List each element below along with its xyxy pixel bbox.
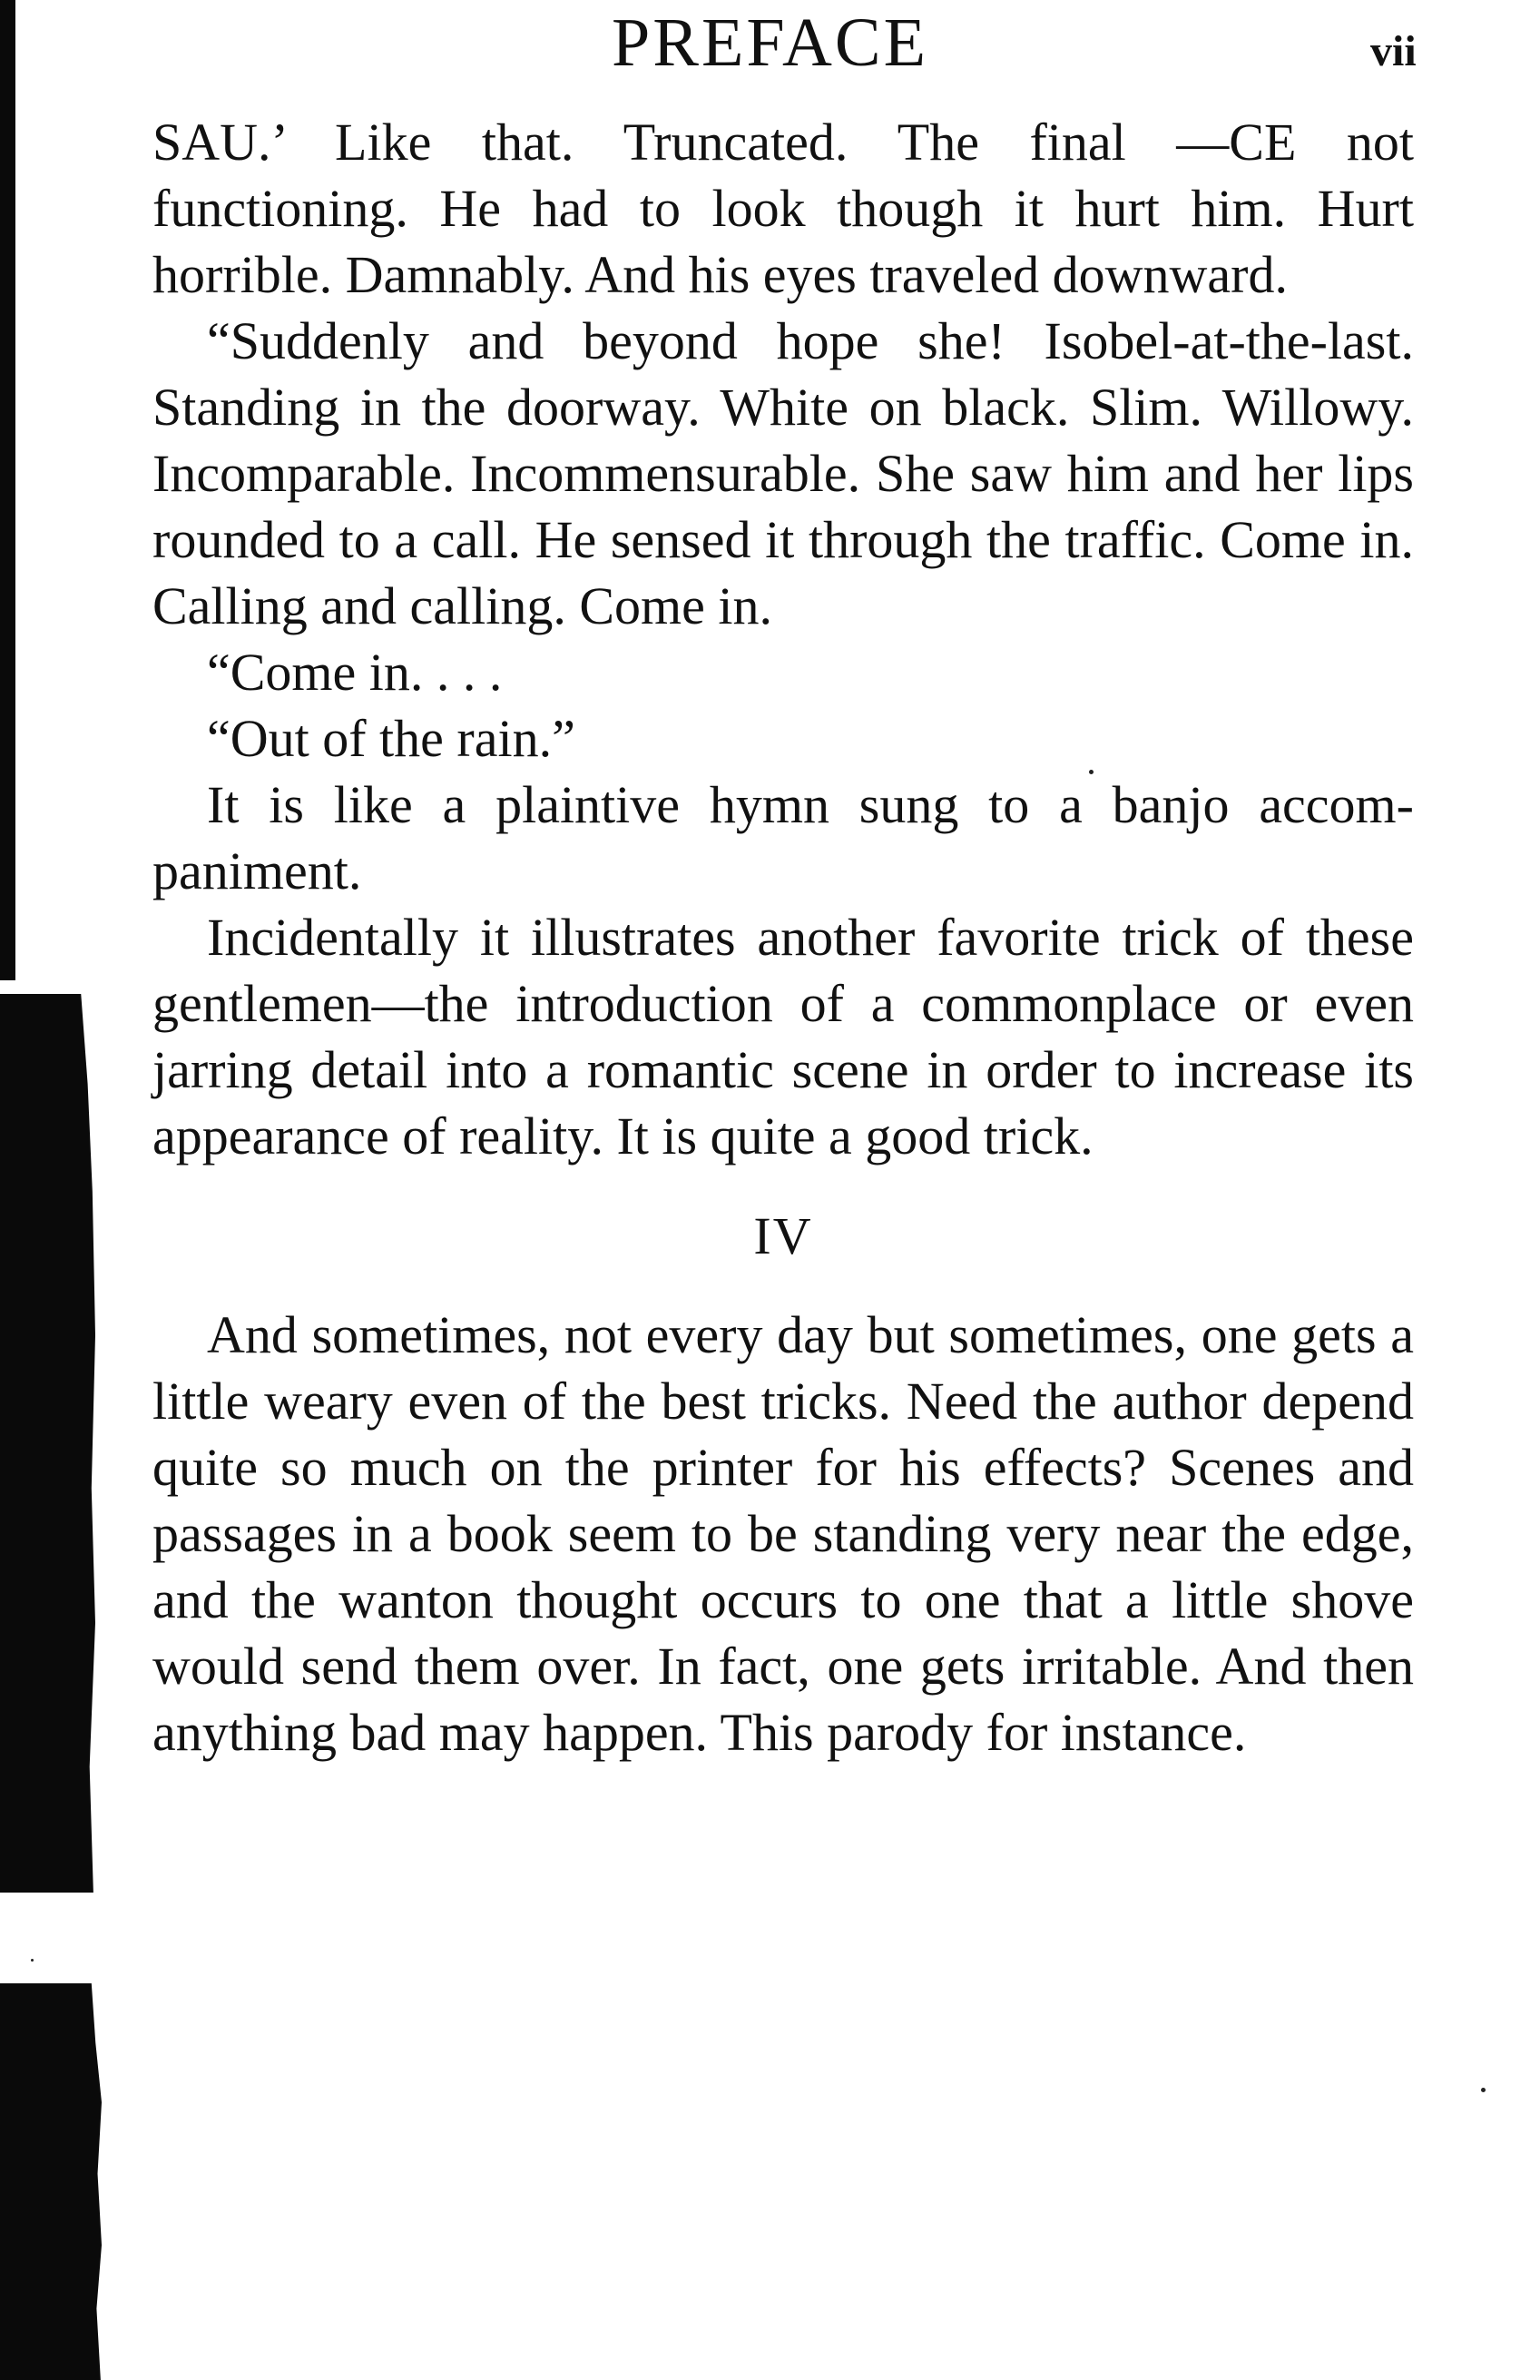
page-spine-shadow-bottom	[0, 1983, 102, 2380]
paragraph: “Come in. . . .	[207, 643, 503, 702]
paragraph: SAU.’ Like that. Truncated. The final —CE not functioning. He had to look though it hurt him. Hurt horrible. Damnably. And his eyes traveled downward.	[152, 113, 1414, 304]
paragraph: And sometimes, not every day but sometimes, one gets a little weary even of the best tricks. Need the author depend quite so much on the printer for his effects? Scenes and passages in a book seem to be standing very near the edge, and the wanton thought occurs to one that a little shove would send them over. In fact, one gets irritable. And then anything bad may happen. This parody for instance.	[152, 1305, 1414, 1762]
paragraph: “Suddenly and beyond hope she! Isobel-at-the-last. Standing in the doorway. White on black. Slim. Willowy. Incomparable. Incommensurable. She saw him and her lips rounded to a call. He sensed it through the traffic. Come in. Calling and calling. Come in.	[152, 311, 1414, 635]
running-title: PREFACE	[611, 5, 928, 81]
paragraph: Incidentally it illustrates another favorite trick of these gentlemen—the introduction of a commonplace or even jarring detail into a romantic scene in order to increase its appearance of reality. It is quite a good trick.	[152, 908, 1414, 1165]
scan-speck	[31, 1959, 34, 1962]
section-heading: IV	[753, 1206, 813, 1265]
page-spine-shadow-top	[0, 0, 15, 980]
page-number: vii	[1370, 27, 1417, 75]
page-header	[0, 2, 1540, 84]
page-spine-shadow-middle	[0, 994, 95, 1893]
paragraph: “Out of the rain.”	[207, 709, 575, 768]
paragraph: It is like a plaintive hymn sung to a banjo accompaniment.	[152, 775, 1414, 900]
scan-speck	[1481, 2088, 1486, 2092]
body-text	[152, 109, 1414, 1765]
